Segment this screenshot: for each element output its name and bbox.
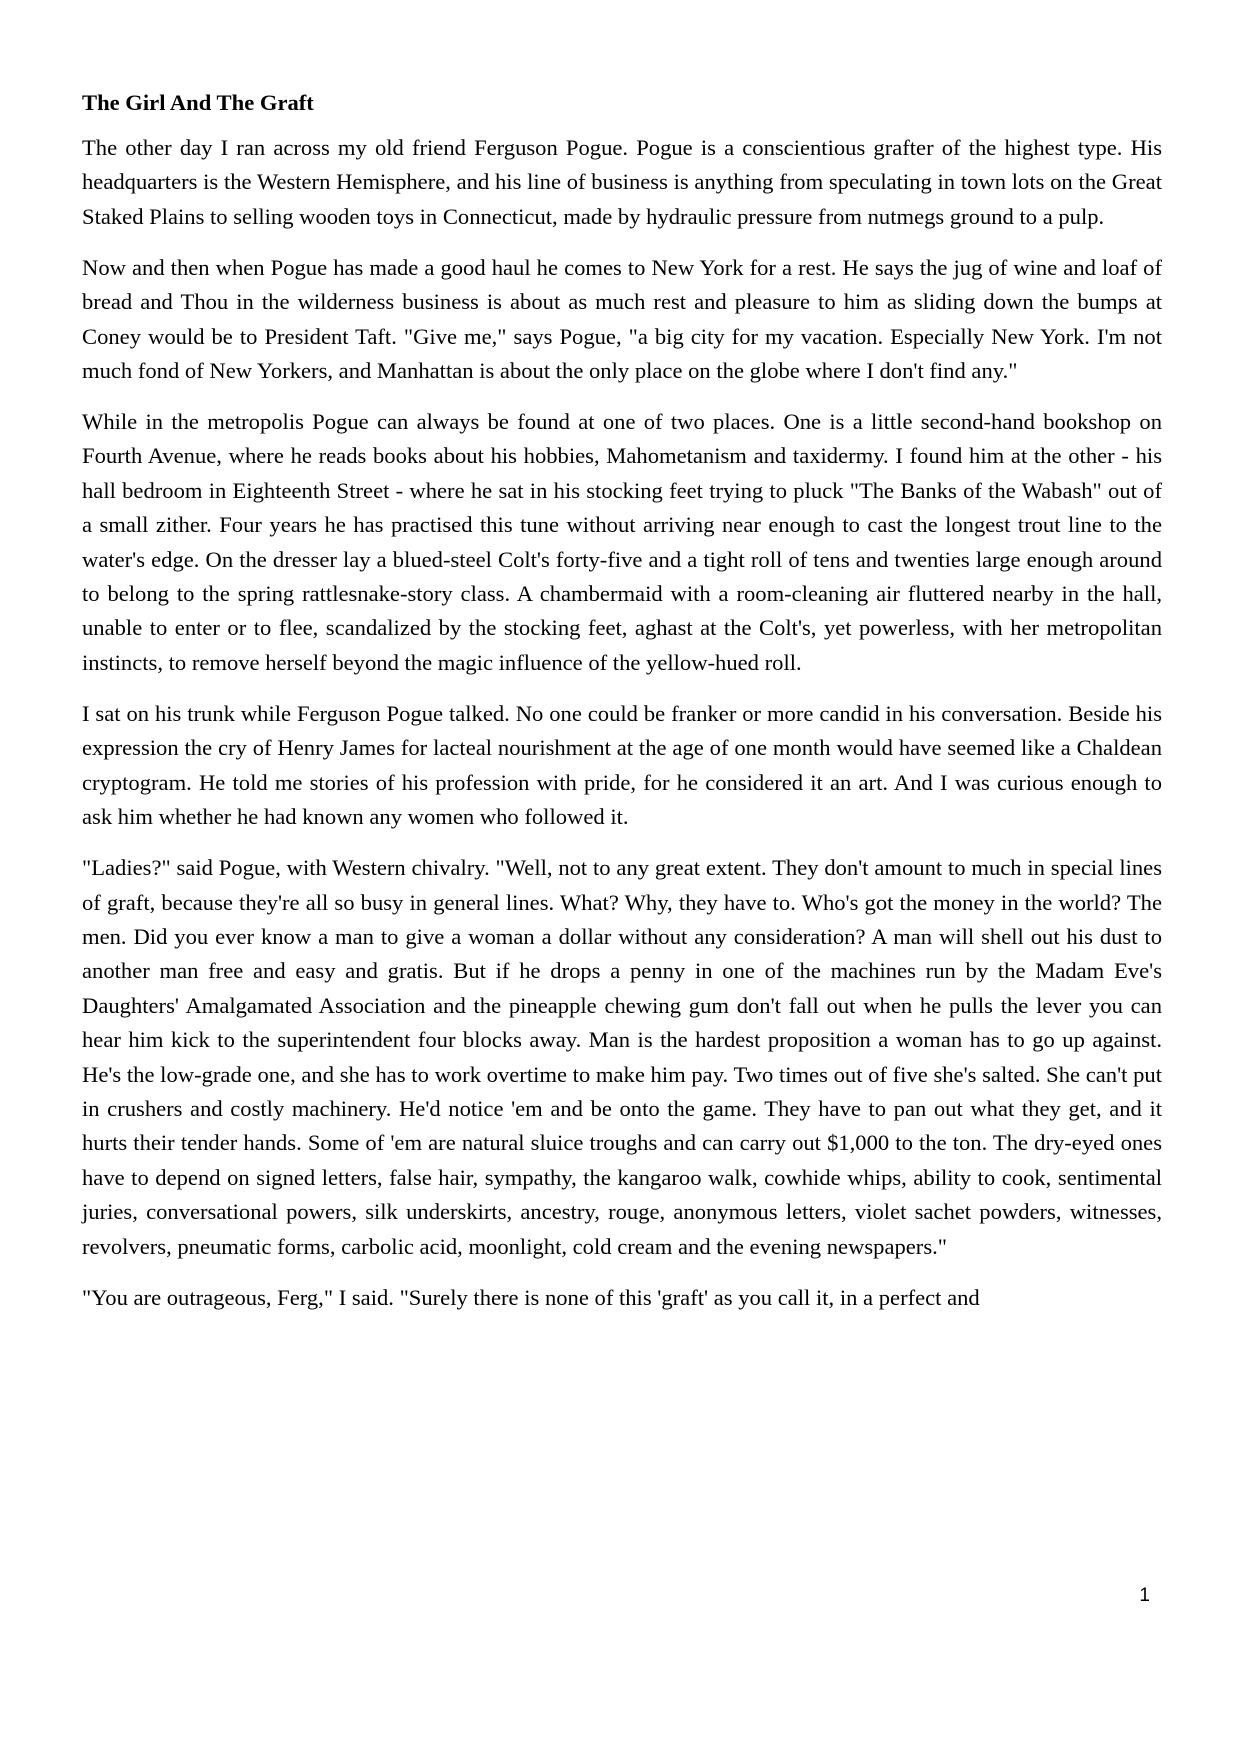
- paragraph: I sat on his trunk while Ferguson Pogue talked. No one could be franker or more candid in his conversation. Beside his expression the cry of Henry James for lacteal nourishment at the age of one month would have seemed like a Chaldean cryptogram. He told me stories of his profession with pride, for he considered it an art. And I was curious enough to ask him whether he had known any women who followed it.: [82, 700, 1162, 830]
- paragraph: While in the metropolis Pogue can always be found at one of two places. One is a little second-hand bookshop on Fourth Avenue, where he reads books about his hobbies, Mahometanism and taxidermy. I found him at the other - his hall bedroom in Eighteenth Street - where he sat in his stocking feet trying to pluck "The Banks of the Wabash" out of a small zither. Four years he has practised this tune without arriving near enough to cast the longest trout line to the water's edge. On the dresser lay a blued-steel Colt's forty-five and a tight roll of tens and twenties large enough around to belong to the spring rattlesnake-story class. A chambermaid with a room-cleaning air fluttered nearby in the hall, unable to enter or to flee, scandalized by the stocking feet, aghast at the Colt's, yet powerless, with her metropolitan instincts, to remove herself beyond the magic influence of the yellow-hued roll.: [82, 409, 1162, 675]
- paragraph: "You are outrageous, Ferg," I said. "Surely there is none of this 'graft' as you call it, in a perfect and: [82, 1284, 980, 1310]
- paragraph: "Ladies?" said Pogue, with Western chivalry. "Well, not to any great extent. They don't amount to much in special lines of graft, because they're all so busy in general lines. What? Why, they have to. Who's got the money in the world? The men. Did you ever know a man to give a woman a dollar without any consideration? A man will shell out his dust to another man free and easy and gratis. But if he drops a penny in one of the machines run by the Madam Eve's Daughters' Amalgamated Association and the pineapple chewing gum don't fall out when he pulls the lever you can hear him kick to the superintendent four blocks away. Man is the hardest proposition a woman has to go up against. He's the low-grade one, and she has to work overtime to make him pay. Two times out of five she's salted. She can't put in crushers and costly machinery. He'd notice 'em and be onto the game. They have to pan out what they get, and it hurts their tender hands. Some of 'em are natural sluice troughs and can carry out $1,000 to the ton. The dry-eyed ones have to depend on signed letters, false hair, sympathy, the kangaroo walk, cowhide whips, ability to cook, sentimental juries, conversational powers, silk underskirts, ancestry, rouge, anonymous letters, violet sachet powders, witnesses, revolvers, pneumatic forms, carbolic acid, moonlight, cold cream and the evening newspapers.": [82, 855, 1162, 1259]
- document-body: [82, 86, 1162, 1332]
- page-number: 1: [1139, 1585, 1150, 1606]
- document-title: The Girl And The Graft: [82, 90, 314, 115]
- paragraph: The other day I ran across my old friend Ferguson Pogue. Pogue is a conscientious grafter of the highest type. His headquarters is the Western Hemisphere, and his line of business is anything from speculating in town lots on the Great Staked Plains to selling wooden toys in Connecticut, made by hydraulic pressure from nutmegs ground to a pulp.: [82, 135, 1162, 229]
- paragraph: Now and then when Pogue has made a good haul he comes to New York for a rest. He says the jug of wine and loaf of bread and Thou in the wilderness business is about as much rest and pleasure to him as sliding down the bumps at Coney would be to President Taft. "Give me," says Pogue, "a big city for my vacation. Especially New York. I'm not much fond of New Yorkers, and Manhattan is about the only place on the globe where I don't find any.": [82, 254, 1162, 384]
